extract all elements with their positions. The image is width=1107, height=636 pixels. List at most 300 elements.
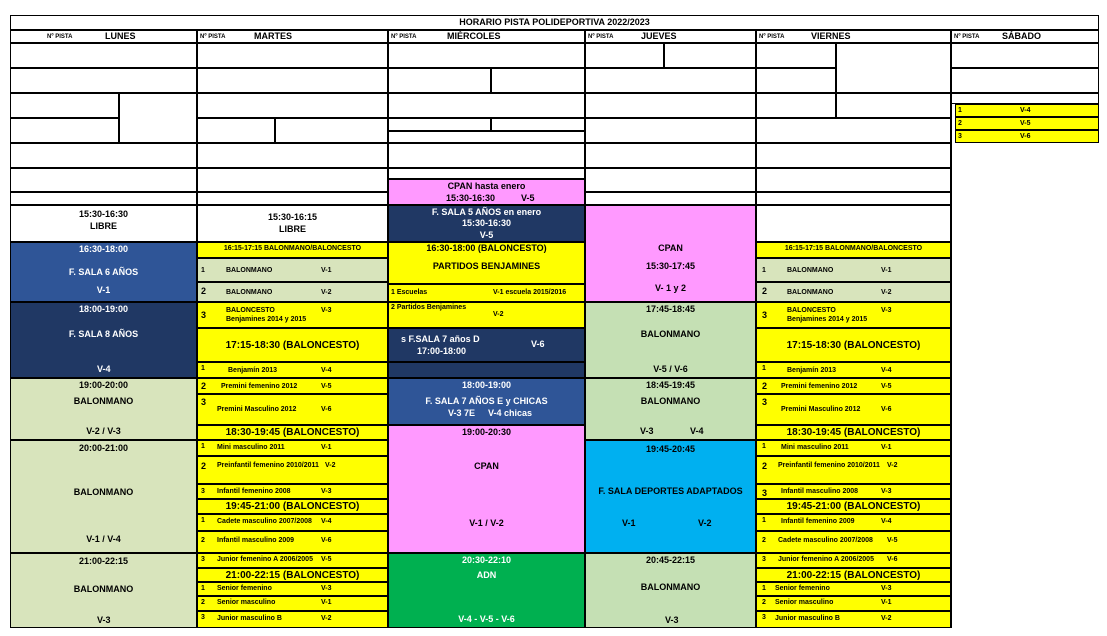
schedule-cell bbox=[197, 499, 388, 514]
cell-text: V-1 bbox=[881, 444, 892, 451]
cell-text: 16:15-17:15 BALONMANO/BALONCESTO bbox=[784, 245, 923, 252]
schedule-cell bbox=[197, 328, 388, 362]
schedule-cell bbox=[197, 531, 388, 553]
cell-text: Senior femenino bbox=[775, 585, 830, 592]
schedule-cell bbox=[197, 440, 388, 456]
empty-cell bbox=[10, 68, 197, 93]
schedule-cell bbox=[388, 179, 585, 205]
schedule-cell bbox=[756, 553, 951, 568]
cell-text: V-2 / V-3 bbox=[86, 426, 121, 436]
day-header-viernes bbox=[756, 30, 951, 43]
cell-text: Infantil femenino 2008 bbox=[217, 488, 291, 495]
schedule-cell bbox=[955, 117, 1099, 130]
cell-text: 1 bbox=[762, 443, 766, 450]
empty-cell bbox=[388, 118, 491, 131]
cell-text: V-4 chicas bbox=[488, 408, 533, 418]
schedule-cell bbox=[756, 242, 951, 258]
cell-text: BALONMANO bbox=[226, 289, 273, 296]
day-name: MARTES bbox=[254, 31, 292, 41]
cell-text: 19:45-21:00 (BALONCESTO) bbox=[786, 501, 921, 512]
cell-text: V-4 bbox=[321, 367, 332, 374]
cell-text: V- 1 y 2 bbox=[654, 283, 687, 293]
cell-text: V-3 bbox=[321, 585, 332, 592]
cell-text: V-4 bbox=[881, 367, 892, 374]
empty-cell bbox=[951, 68, 1099, 93]
schedule-cell bbox=[756, 362, 951, 378]
schedule-cell bbox=[585, 205, 756, 302]
schedule-cell bbox=[388, 362, 585, 378]
cell-text: Junior femenino A 2006/2005 bbox=[217, 556, 313, 563]
cell-text: V-5 bbox=[321, 383, 332, 390]
empty-cell bbox=[756, 192, 951, 205]
empty-cell bbox=[197, 143, 388, 168]
cell-text: PARTIDOS BENJAMINES bbox=[432, 261, 541, 271]
empty-cell bbox=[585, 68, 756, 93]
schedule-cell bbox=[197, 553, 388, 568]
schedule-cell bbox=[756, 582, 951, 596]
schedule-cell bbox=[756, 378, 951, 394]
cell-text: V-5 bbox=[881, 383, 892, 390]
empty-cell bbox=[119, 93, 197, 143]
cell-text: 1 bbox=[762, 517, 766, 524]
schedule-cell bbox=[10, 205, 197, 242]
cell-text: V-5 bbox=[521, 193, 535, 203]
empty-cell bbox=[197, 192, 388, 205]
cell-text: F. SALA 7 AÑOS E y CHICAS bbox=[425, 396, 548, 406]
cell-text: 15:30-16:30 bbox=[461, 218, 512, 228]
schedule-cell bbox=[756, 568, 951, 582]
empty-cell bbox=[491, 68, 585, 93]
cell-text: V-6 bbox=[321, 406, 332, 413]
cell-text: 18:30-19:45 (BALONCESTO) bbox=[786, 427, 921, 438]
empty-cell bbox=[585, 168, 756, 192]
cell-text: LIBRE bbox=[90, 221, 117, 231]
cell-text: V-2 bbox=[881, 615, 892, 622]
cell-text: 15:30-16:15 bbox=[267, 212, 318, 222]
schedule-cell bbox=[756, 258, 951, 282]
schedule-cell bbox=[756, 456, 951, 484]
cell-text: 21:00-22:15 (BALONCESTO) bbox=[225, 570, 360, 581]
cell-text: V-5 / V-6 bbox=[653, 364, 688, 374]
cell-text: 3 bbox=[201, 310, 207, 320]
schedule-cell bbox=[756, 531, 951, 553]
cell-text: BALONCESTO bbox=[787, 307, 836, 314]
cell-text: 17:15-18:30 (BALONCESTO) bbox=[786, 340, 921, 351]
cell-text: Senior masculino bbox=[217, 599, 276, 606]
cell-text: Preinfantil femenino 2010/2011 bbox=[217, 462, 319, 469]
schedule-cell bbox=[388, 205, 585, 242]
schedule-cell bbox=[388, 378, 585, 425]
cell-text: V-4 - V-5 - V-6 bbox=[458, 614, 515, 624]
cell-text: 2 bbox=[762, 461, 768, 471]
cell-text: CPAN hasta enero bbox=[447, 181, 526, 191]
cell-text: V-2 bbox=[325, 462, 336, 469]
cell-text: 15:30-17:45 bbox=[645, 261, 696, 271]
schedule-cell bbox=[10, 242, 197, 302]
schedule-cell bbox=[388, 284, 585, 302]
empty-cell bbox=[388, 93, 585, 118]
cell-text: 3 bbox=[201, 556, 205, 563]
cell-text: BALONMANO bbox=[73, 487, 134, 497]
empty-cell bbox=[585, 93, 756, 118]
day-header-jueves bbox=[585, 30, 756, 43]
empty-cell bbox=[388, 131, 585, 143]
cell-text: V-1 bbox=[321, 599, 332, 606]
empty-cell bbox=[10, 118, 119, 143]
cell-text: 18:00-19:00 bbox=[461, 380, 512, 390]
schedule-cell bbox=[388, 553, 585, 628]
day-header-sabado bbox=[951, 30, 1099, 43]
cell-text: 18:45-19:45 bbox=[645, 380, 696, 390]
empty-cell bbox=[836, 93, 951, 118]
cell-text: 2 bbox=[201, 286, 207, 296]
schedule-cell bbox=[197, 302, 388, 328]
cell-text: 18:30-19:45 (BALONCESTO) bbox=[225, 427, 360, 438]
cell-text: F. SALA 8 AÑOS bbox=[68, 329, 139, 339]
cell-text: s F.SALA 7 años D bbox=[401, 334, 480, 344]
cell-text: Benjamín 2013 bbox=[228, 367, 278, 374]
empty-cell bbox=[388, 43, 585, 68]
cell-text: 2 bbox=[201, 537, 205, 544]
cell-text: V-2 bbox=[881, 289, 892, 296]
cell-text: 19:00-20:30 bbox=[461, 427, 512, 437]
cell-text: 17:15-18:30 (BALONCESTO) bbox=[225, 340, 360, 351]
cell-text: V-6 bbox=[887, 556, 898, 563]
cell-text: BALONMANO bbox=[787, 267, 834, 274]
cell-text: Infantil masculino 2008 bbox=[781, 488, 859, 495]
cell-text: 16:15-17:15 BALONMANO/BALONCESTO bbox=[223, 245, 362, 252]
schedule-cell bbox=[10, 302, 197, 378]
schedule-cell bbox=[585, 378, 756, 440]
cell-text: 21:00-22:15 bbox=[78, 556, 129, 566]
cell-text: V-1 bbox=[622, 518, 636, 528]
empty-cell bbox=[388, 143, 585, 168]
cell-text: 15:30-16:30 bbox=[78, 209, 129, 219]
empty-cell bbox=[197, 68, 388, 93]
cell-text: 3 bbox=[958, 133, 962, 140]
cell-text: 2 bbox=[762, 537, 766, 544]
court-number-label: Nº PISTA bbox=[391, 34, 417, 40]
empty-cell bbox=[585, 192, 756, 205]
cell-text: V-1 / V-4 bbox=[86, 534, 121, 544]
empty-cell bbox=[388, 168, 585, 179]
court-number-label: Nº PISTA bbox=[954, 34, 980, 40]
cell-text: V-4 bbox=[690, 426, 704, 436]
schedule-cell bbox=[197, 282, 388, 302]
schedule-cell bbox=[197, 514, 388, 531]
court-number-label: Nº PISTA bbox=[588, 34, 614, 40]
cell-text: Benjamines 2014 y 2015 bbox=[226, 316, 307, 323]
empty-cell bbox=[756, 118, 951, 143]
cell-text: BALONMANO bbox=[73, 396, 134, 406]
schedule-cell bbox=[756, 484, 951, 499]
schedule-cell bbox=[10, 440, 197, 553]
cell-text: V-4 bbox=[881, 518, 892, 525]
cell-text: V-4 bbox=[321, 518, 332, 525]
schedule-cell bbox=[197, 568, 388, 582]
empty-cell bbox=[951, 93, 1099, 104]
cell-text: 3 bbox=[762, 614, 766, 621]
schedule-cell bbox=[585, 440, 756, 553]
cell-text: 2 bbox=[201, 599, 205, 606]
cell-text: BALONMANO bbox=[226, 267, 273, 274]
cell-text: 3 bbox=[762, 310, 768, 320]
empty-cell bbox=[664, 43, 756, 68]
schedule-cell bbox=[955, 130, 1099, 143]
schedule-cell bbox=[585, 553, 756, 628]
schedule-cell bbox=[756, 394, 951, 425]
cell-text: 1 bbox=[762, 267, 766, 274]
cell-text: V-2 bbox=[493, 311, 504, 318]
cell-text: 16:30-18:00 (BALONCESTO) bbox=[426, 243, 547, 253]
cell-text: 1 bbox=[201, 585, 205, 592]
cell-text: ADN bbox=[476, 570, 497, 580]
cell-text: V-5 bbox=[887, 537, 898, 544]
cell-text: V-1 bbox=[881, 599, 892, 606]
empty-cell bbox=[197, 93, 388, 118]
empty-cell bbox=[951, 43, 1099, 68]
column-border bbox=[951, 104, 952, 628]
empty-cell bbox=[756, 43, 836, 68]
schedule-cell bbox=[388, 425, 585, 553]
cell-text: CPAN bbox=[658, 243, 683, 253]
cell-text: V-3 bbox=[881, 488, 892, 495]
cell-text: Junior masculino B bbox=[775, 615, 840, 622]
cell-text: Cadete masculino 2007/2008 bbox=[778, 537, 873, 544]
empty-cell bbox=[275, 118, 388, 143]
empty-cell bbox=[756, 205, 951, 242]
day-name: LUNES bbox=[105, 31, 136, 41]
empty-cell bbox=[10, 93, 119, 118]
cell-text: V-5 bbox=[321, 556, 332, 563]
cell-text: Preinfantil femenino 2010/2011 bbox=[778, 462, 880, 469]
cell-text: 2 bbox=[762, 599, 766, 606]
cell-text: V-1 / V-2 bbox=[469, 518, 504, 528]
day-name: JUEVES bbox=[641, 31, 677, 41]
cell-text: V-3 7E bbox=[448, 408, 476, 418]
cell-text: V-3 bbox=[665, 615, 679, 625]
empty-cell bbox=[491, 118, 585, 131]
schedule-cell bbox=[756, 440, 951, 456]
cell-text: V-4 bbox=[1020, 107, 1031, 114]
cell-text: V-3 bbox=[640, 426, 654, 436]
cell-text: BALONMANO bbox=[73, 584, 134, 594]
day-header-miercoles bbox=[388, 30, 585, 43]
schedule-cell bbox=[756, 282, 951, 302]
cell-text: 1 bbox=[762, 365, 766, 372]
cell-text: 2 bbox=[958, 120, 962, 127]
cell-text: CPAN bbox=[474, 461, 499, 471]
cell-text: 3 bbox=[762, 488, 768, 498]
schedule-cell bbox=[388, 302, 585, 328]
cell-text: Premini femenino 2012 bbox=[221, 383, 298, 390]
cell-text: V-4 bbox=[97, 364, 111, 374]
cell-text: V-6 bbox=[1020, 133, 1031, 140]
cell-text: 3 bbox=[762, 556, 766, 563]
cell-text: V-5 bbox=[1020, 120, 1031, 127]
cell-text: 3 bbox=[201, 488, 205, 495]
day-name: SÁBADO bbox=[1002, 31, 1042, 41]
schedule-cell bbox=[388, 242, 585, 284]
schedule-cell bbox=[197, 362, 388, 378]
empty-cell bbox=[756, 68, 836, 93]
empty-cell bbox=[585, 43, 664, 68]
empty-cell bbox=[197, 168, 388, 192]
cell-text: 1 bbox=[201, 365, 205, 372]
cell-text: V-1 bbox=[321, 267, 332, 274]
cell-text: 3 bbox=[762, 397, 768, 407]
cell-text: Cadete masculino 2007/2008 bbox=[217, 518, 312, 525]
cell-text: 18:00-19:00 bbox=[78, 304, 129, 314]
court-number-label: Nº PISTA bbox=[47, 34, 73, 40]
empty-cell bbox=[585, 143, 756, 168]
cell-text: BALONCESTO bbox=[226, 307, 275, 314]
cell-text: 2 bbox=[762, 286, 768, 296]
cell-text: F. SALA 6 AÑOS bbox=[68, 267, 139, 277]
cell-text: Mini masculino 2011 bbox=[217, 444, 285, 451]
cell-text: V-2 bbox=[321, 289, 332, 296]
empty-cell bbox=[756, 168, 951, 192]
cell-text: 21:00-22:15 (BALONCESTO) bbox=[786, 570, 921, 581]
empty-cell bbox=[197, 43, 388, 68]
day-name: MIÉRCOLES bbox=[447, 31, 501, 41]
cell-text: V-3 bbox=[321, 488, 332, 495]
schedule-cell bbox=[756, 514, 951, 531]
cell-text: 2 bbox=[762, 381, 768, 391]
empty-cell bbox=[10, 192, 197, 205]
cell-text: 17:45-18:45 bbox=[645, 304, 696, 314]
sheet-title-cell bbox=[10, 15, 1099, 30]
empty-cell bbox=[10, 43, 197, 68]
empty-cell bbox=[388, 68, 491, 93]
cell-text: BALONMANO bbox=[640, 329, 701, 339]
cell-text: V-1 bbox=[881, 267, 892, 274]
empty-cell bbox=[756, 93, 836, 118]
cell-text: 1 Escuelas bbox=[391, 289, 428, 296]
schedule-cell bbox=[197, 205, 388, 242]
cell-text: 20:00-21:00 bbox=[78, 443, 129, 453]
cell-text: Infantil masculino 2009 bbox=[217, 537, 295, 544]
schedule-cell bbox=[197, 394, 388, 425]
schedule-cell bbox=[197, 611, 388, 628]
schedule-cell bbox=[10, 553, 197, 628]
cell-text: 1 bbox=[762, 585, 766, 592]
cell-text: Junior masculino B bbox=[217, 615, 282, 622]
cell-text: F. SALA DEPORTES ADAPTADOS bbox=[598, 486, 743, 496]
cell-text: Junior femenino A 2006/2005 bbox=[778, 556, 874, 563]
cell-text: Premini femenino 2012 bbox=[781, 383, 858, 390]
cell-text: Premini Masculino 2012 bbox=[217, 406, 297, 413]
schedule-cell bbox=[756, 328, 951, 362]
cell-text: 1 bbox=[201, 443, 205, 450]
schedule-cell bbox=[197, 242, 388, 258]
cell-text: V-3 bbox=[881, 307, 892, 314]
day-header-lunes bbox=[10, 30, 197, 43]
cell-text: Senior femenino bbox=[217, 585, 272, 592]
schedule-cell bbox=[756, 499, 951, 514]
cell-text: Benjamines 2014 y 2015 bbox=[787, 316, 868, 323]
cell-text: 1 bbox=[201, 517, 205, 524]
cell-text: 2 Partidos Benjamines bbox=[391, 304, 467, 311]
day-name: VIERNES bbox=[811, 31, 851, 41]
cell-text: V-5 bbox=[479, 230, 494, 240]
cell-text: 19:45-20:45 bbox=[645, 444, 696, 454]
sheet-title: HORARIO PISTA POLIDEPORTIVA 2022/2023 bbox=[459, 17, 650, 27]
cell-text: 3 bbox=[201, 614, 205, 621]
cell-text: V-3 bbox=[321, 307, 332, 314]
empty-cell bbox=[10, 143, 197, 168]
empty-cell bbox=[585, 118, 756, 143]
schedule-cell bbox=[197, 596, 388, 611]
cell-text: V-6 bbox=[531, 339, 545, 349]
cell-text: Infantil femenino 2009 bbox=[781, 518, 855, 525]
schedule-cell bbox=[955, 104, 1099, 117]
cell-text: V-6 bbox=[321, 537, 332, 544]
cell-text: Mini masculino 2011 bbox=[781, 444, 849, 451]
cell-text: V-2 bbox=[698, 518, 712, 528]
cell-text: 2 bbox=[201, 461, 207, 471]
schedule-cell bbox=[756, 425, 951, 440]
cell-text: 17:00-18:00 bbox=[417, 346, 467, 356]
cell-text: Senior masculino bbox=[775, 599, 834, 606]
cell-text: 1 bbox=[958, 107, 962, 114]
cell-text: V-1 escuela 2015/2016 bbox=[493, 289, 567, 296]
cell-text: 19:00-20:00 bbox=[78, 380, 129, 390]
cell-text: LIBRE bbox=[279, 224, 306, 234]
cell-text: 16:30-18:00 bbox=[78, 244, 129, 254]
cell-text: 15:30-16:30 bbox=[446, 193, 496, 203]
empty-cell bbox=[197, 118, 275, 143]
cell-text: V-6 bbox=[881, 406, 892, 413]
schedule-cell bbox=[197, 258, 388, 282]
cell-text: 19:45-21:00 (BALONCESTO) bbox=[225, 501, 360, 512]
schedule-cell bbox=[197, 456, 388, 484]
empty-cell bbox=[10, 168, 197, 192]
schedule-cell bbox=[756, 611, 951, 628]
cell-text: V-3 bbox=[97, 615, 111, 625]
schedule-cell bbox=[756, 302, 951, 328]
schedule-cell bbox=[585, 302, 756, 378]
schedule-cell bbox=[197, 582, 388, 596]
cell-text: 3 bbox=[201, 397, 207, 407]
court-number-label: Nº PISTA bbox=[200, 34, 226, 40]
empty-cell bbox=[836, 43, 951, 93]
schedule-cell bbox=[388, 328, 585, 362]
court-number-label: Nº PISTA bbox=[759, 34, 785, 40]
cell-text: V-2 bbox=[887, 462, 898, 469]
cell-text: F. SALA 5 AÑOS en enero bbox=[431, 207, 542, 217]
cell-text: V-1 bbox=[96, 285, 111, 295]
cell-text: BALONMANO bbox=[640, 396, 701, 406]
schedule-cell bbox=[197, 484, 388, 499]
schedule-cell bbox=[197, 378, 388, 394]
cell-text: 20:30-22:10 bbox=[461, 555, 512, 565]
cell-text: V-1 bbox=[321, 444, 332, 451]
schedule-cell bbox=[756, 596, 951, 611]
cell-text: Benjamín 2013 bbox=[787, 367, 837, 374]
day-header-martes bbox=[197, 30, 388, 43]
cell-text: V-2 bbox=[321, 615, 332, 622]
empty-cell bbox=[756, 143, 951, 168]
cell-text: 2 bbox=[201, 381, 207, 391]
schedule-cell bbox=[197, 425, 388, 440]
cell-text: 1 bbox=[201, 267, 205, 274]
cell-text: Premini Masculino 2012 bbox=[781, 406, 861, 413]
cell-text: BALONMANO bbox=[640, 582, 701, 592]
cell-text: V-3 bbox=[881, 585, 892, 592]
schedule-cell bbox=[10, 378, 197, 440]
cell-text: 20:45-22:15 bbox=[645, 555, 696, 565]
